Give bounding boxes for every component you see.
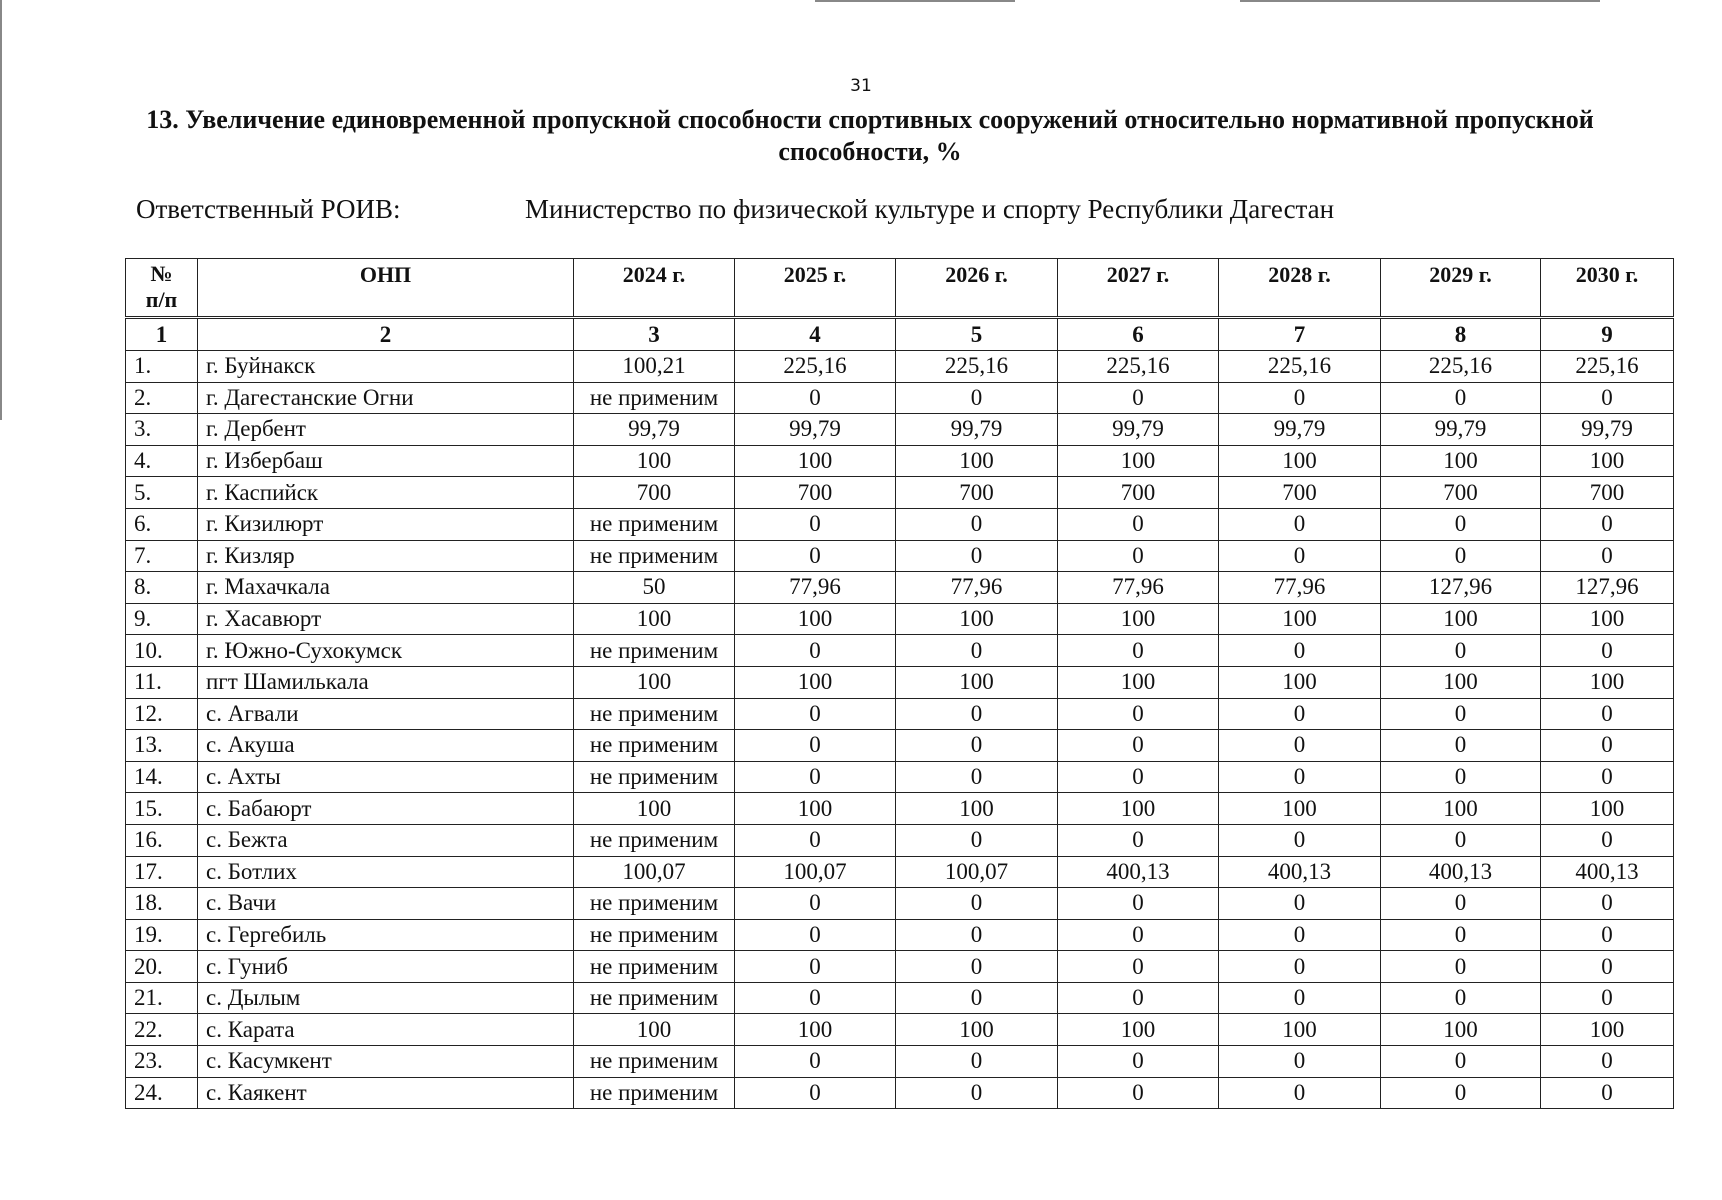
year-value: 225,16: [1219, 351, 1381, 383]
table-row: [126, 477, 1674, 509]
row-number: 7.: [126, 540, 198, 572]
year-value: 100,07: [574, 856, 735, 888]
year-value: 0: [1058, 698, 1219, 730]
year-value: 0: [1219, 761, 1381, 793]
year-value: 225,16: [1058, 351, 1219, 383]
year-value: 0: [1058, 1077, 1219, 1109]
row-number: 17.: [126, 856, 198, 888]
year-value: 700: [574, 477, 735, 509]
year-value: 100: [735, 603, 896, 635]
year-value: 100: [1058, 445, 1219, 477]
row-number: 23.: [126, 1046, 198, 1078]
year-value: 100: [574, 1014, 735, 1046]
year-value: 0: [1219, 508, 1381, 540]
year-value: 0: [1541, 761, 1674, 793]
year-value: 700: [1219, 477, 1381, 509]
table-row: [126, 761, 1674, 793]
year-value: 0: [1219, 888, 1381, 920]
settlement-name: с. Касумкент: [198, 1046, 574, 1078]
row-number: 9.: [126, 603, 198, 635]
settlement-name: с. Ботлих: [198, 856, 574, 888]
year-value: не применим: [574, 824, 735, 856]
settlement-name: с. Карата: [198, 1014, 574, 1046]
year-value: 0: [1381, 982, 1541, 1014]
column-header: 2025 г.: [735, 259, 896, 318]
year-value: 0: [1058, 982, 1219, 1014]
settlement-name: г. Хасавюрт: [198, 603, 574, 635]
row-number: 21.: [126, 982, 198, 1014]
table-row: [126, 666, 1674, 698]
year-value: 225,16: [896, 351, 1058, 383]
column-header: 2029 г.: [1381, 259, 1541, 318]
year-value: 0: [896, 951, 1058, 983]
year-value: 0: [1381, 382, 1541, 414]
year-value: 100: [1219, 603, 1381, 635]
year-value: 99,79: [1381, 414, 1541, 446]
year-value: 0: [1058, 919, 1219, 951]
column-number: 5: [896, 318, 1058, 351]
year-value: 100: [1058, 793, 1219, 825]
table-row: [126, 1077, 1674, 1109]
year-value: 100: [1381, 793, 1541, 825]
page-title: 13. Увеличение единовременной пропускной способности спортивных сооружений относительно нормативной пропускной способности, %: [146, 105, 1594, 166]
row-number: 10.: [126, 635, 198, 667]
year-value: 100: [735, 445, 896, 477]
row-number: 13.: [126, 730, 198, 762]
table-body: [126, 351, 1674, 1109]
column-header: 2026 г.: [896, 259, 1058, 318]
year-value: 400,13: [1541, 856, 1674, 888]
column-header: ОНП: [198, 259, 574, 318]
settlement-name: г. Махачкала: [198, 572, 574, 604]
year-value: 0: [735, 508, 896, 540]
year-value: 100: [1058, 603, 1219, 635]
row-number: 11.: [126, 666, 198, 698]
settlement-name: с. Акуша: [198, 730, 574, 762]
settlement-name: г. Дербент: [198, 414, 574, 446]
year-value: 127,96: [1541, 572, 1674, 604]
year-value: 0: [896, 888, 1058, 920]
year-value: 0: [1219, 382, 1381, 414]
year-value: 0: [896, 919, 1058, 951]
table-row: [126, 572, 1674, 604]
settlement-name: с. Вачи: [198, 888, 574, 920]
year-value: 0: [1381, 635, 1541, 667]
year-value: 0: [735, 888, 896, 920]
year-value: 0: [1541, 982, 1674, 1014]
column-number-row: [126, 318, 1674, 351]
column-header: 2024 г.: [574, 259, 735, 318]
year-value: 0: [735, 1046, 896, 1078]
year-value: не применим: [574, 1046, 735, 1078]
year-value: 0: [1381, 951, 1541, 983]
year-value: 0: [1381, 919, 1541, 951]
year-value: не применим: [574, 919, 735, 951]
column-header: № п/п: [126, 259, 198, 318]
year-value: 100: [1381, 445, 1541, 477]
year-value: 0: [735, 761, 896, 793]
year-value: 0: [1541, 888, 1674, 920]
column-number: 8: [1381, 318, 1541, 351]
column-number: 1: [126, 318, 198, 351]
year-value: 700: [1541, 477, 1674, 509]
year-value: 0: [1541, 1077, 1674, 1109]
year-value: 100: [735, 1014, 896, 1046]
year-value: 0: [1381, 888, 1541, 920]
year-value: 0: [1219, 1077, 1381, 1109]
year-value: 0: [735, 382, 896, 414]
year-value: 100: [1219, 445, 1381, 477]
year-value: 0: [735, 951, 896, 983]
column-number: 2: [198, 318, 574, 351]
year-value: 700: [896, 477, 1058, 509]
column-number: 3: [574, 318, 735, 351]
year-value: 0: [1381, 540, 1541, 572]
settlement-name: с. Каякент: [198, 1077, 574, 1109]
year-value: 225,16: [1381, 351, 1541, 383]
year-value: 0: [896, 698, 1058, 730]
year-value: 100,07: [896, 856, 1058, 888]
table-row: [126, 793, 1674, 825]
year-value: 99,79: [1219, 414, 1381, 446]
year-value: 100: [1541, 445, 1674, 477]
row-number: 19.: [126, 919, 198, 951]
table-row: [126, 856, 1674, 888]
year-value: 100: [1381, 1014, 1541, 1046]
year-value: 0: [1219, 698, 1381, 730]
year-value: 0: [735, 698, 896, 730]
year-value: 0: [735, 824, 896, 856]
year-value: 100: [1541, 793, 1674, 825]
settlement-name: г. Избербаш: [198, 445, 574, 477]
year-value: 100: [896, 445, 1058, 477]
table-row: [126, 888, 1674, 920]
row-number: 8.: [126, 572, 198, 604]
year-value: 0: [1219, 824, 1381, 856]
year-value: 0: [735, 1077, 896, 1109]
year-value: 400,13: [1381, 856, 1541, 888]
scan-edge-top: [815, 0, 1015, 2]
table-row: [126, 508, 1674, 540]
year-value: 0: [896, 982, 1058, 1014]
year-value: 400,13: [1219, 856, 1381, 888]
column-number: 6: [1058, 318, 1219, 351]
year-value: 100: [735, 666, 896, 698]
year-value: 0: [896, 508, 1058, 540]
year-value: 0: [896, 382, 1058, 414]
year-value: 0: [1219, 982, 1381, 1014]
year-value: 0: [1541, 635, 1674, 667]
row-number: 6.: [126, 508, 198, 540]
page-number: 31: [850, 76, 872, 96]
year-value: 99,79: [735, 414, 896, 446]
year-value: 0: [1058, 382, 1219, 414]
column-header: 2027 г.: [1058, 259, 1219, 318]
year-value: 100: [574, 445, 735, 477]
year-value: 100: [896, 793, 1058, 825]
settlement-name: г. Дагестанские Огни: [198, 382, 574, 414]
year-value: 700: [735, 477, 896, 509]
year-value: 0: [735, 730, 896, 762]
year-value: 0: [1219, 1046, 1381, 1078]
year-value: 100: [896, 666, 1058, 698]
year-value: 700: [1058, 477, 1219, 509]
year-value: 77,96: [1058, 572, 1219, 604]
year-value: 127,96: [1381, 572, 1541, 604]
year-value: 0: [896, 730, 1058, 762]
year-value: 0: [896, 1077, 1058, 1109]
year-value: 0: [1541, 919, 1674, 951]
year-value: 0: [896, 1046, 1058, 1078]
year-value: не применим: [574, 982, 735, 1014]
row-number: 5.: [126, 477, 198, 509]
table-row: [126, 414, 1674, 446]
year-value: 100: [896, 1014, 1058, 1046]
year-value: не применим: [574, 730, 735, 762]
year-value: 0: [1541, 382, 1674, 414]
year-value: 0: [896, 824, 1058, 856]
year-value: 0: [1058, 951, 1219, 983]
table-row: [126, 382, 1674, 414]
year-value: 0: [1219, 540, 1381, 572]
row-number: 20.: [126, 951, 198, 983]
year-value: 100: [574, 666, 735, 698]
table-row: [126, 1046, 1674, 1078]
year-value: 77,96: [1219, 572, 1381, 604]
year-value: 0: [735, 635, 896, 667]
year-value: 0: [1058, 540, 1219, 572]
year-value: 0: [735, 540, 896, 572]
year-value: 0: [1381, 730, 1541, 762]
year-value: 225,16: [1541, 351, 1674, 383]
row-number: 16.: [126, 824, 198, 856]
year-value: 100,07: [735, 856, 896, 888]
year-value: 0: [1381, 1077, 1541, 1109]
settlement-name: с. Гергебиль: [198, 919, 574, 951]
year-value: 100: [1219, 666, 1381, 698]
table-row: [126, 951, 1674, 983]
year-value: 50: [574, 572, 735, 604]
year-value: 77,96: [735, 572, 896, 604]
year-value: 99,79: [1058, 414, 1219, 446]
settlement-name: с. Дылым: [198, 982, 574, 1014]
year-value: 0: [896, 540, 1058, 572]
row-number: 2.: [126, 382, 198, 414]
year-value: 0: [735, 982, 896, 1014]
year-value: 99,79: [574, 414, 735, 446]
table-row: [126, 603, 1674, 635]
year-value: 0: [1381, 761, 1541, 793]
year-value: 0: [896, 761, 1058, 793]
year-value: 0: [1058, 824, 1219, 856]
year-value: 100: [1219, 793, 1381, 825]
year-value: 0: [1381, 698, 1541, 730]
row-number: 14.: [126, 761, 198, 793]
year-value: 0: [1541, 508, 1674, 540]
year-value: 99,79: [896, 414, 1058, 446]
year-value: 400,13: [1058, 856, 1219, 888]
year-value: 0: [1058, 508, 1219, 540]
table-row: [126, 1014, 1674, 1046]
year-value: 0: [1541, 824, 1674, 856]
year-value: не применим: [574, 1077, 735, 1109]
table-row: [126, 445, 1674, 477]
year-value: 0: [1541, 698, 1674, 730]
settlement-name: с. Ахты: [198, 761, 574, 793]
column-number: 7: [1219, 318, 1381, 351]
year-value: не применим: [574, 761, 735, 793]
year-value: 100: [1381, 603, 1541, 635]
year-value: 0: [1219, 635, 1381, 667]
year-value: 100: [735, 793, 896, 825]
table-row: [126, 919, 1674, 951]
table-row: [126, 730, 1674, 762]
table-row: [126, 824, 1674, 856]
year-value: 0: [1058, 888, 1219, 920]
year-value: 0: [735, 919, 896, 951]
year-value: 100: [1541, 603, 1674, 635]
year-value: 700: [1381, 477, 1541, 509]
column-number: 4: [735, 318, 896, 351]
row-number: 1.: [126, 351, 198, 383]
year-value: 0: [1058, 1046, 1219, 1078]
year-value: 0: [1058, 761, 1219, 793]
header-row: [126, 259, 1674, 318]
indicator-table: [125, 258, 1674, 1109]
year-value: 100: [1058, 1014, 1219, 1046]
year-value: 0: [1541, 951, 1674, 983]
year-value: 99,79: [1541, 414, 1674, 446]
year-value: не применим: [574, 888, 735, 920]
row-number: 15.: [126, 793, 198, 825]
column-number: 9: [1541, 318, 1674, 351]
year-value: 100: [1058, 666, 1219, 698]
year-value: не применим: [574, 508, 735, 540]
row-number: 24.: [126, 1077, 198, 1109]
scan-edge-left: [0, 0, 2, 420]
year-value: 100: [574, 793, 735, 825]
year-value: 0: [1219, 951, 1381, 983]
settlement-name: с. Агвали: [198, 698, 574, 730]
row-number: 22.: [126, 1014, 198, 1046]
year-value: 0: [1541, 540, 1674, 572]
year-value: не применим: [574, 382, 735, 414]
year-value: 0: [1541, 730, 1674, 762]
year-value: 100: [1541, 666, 1674, 698]
table-row: [126, 982, 1674, 1014]
row-number: 18.: [126, 888, 198, 920]
settlement-name: г. Кизляр: [198, 540, 574, 572]
scan-edge-top-right: [1240, 0, 1600, 2]
responsible-value: Министерство по физической культуре и спорту Республики Дагестан: [525, 194, 1335, 224]
year-value: не применим: [574, 951, 735, 983]
year-value: 0: [1058, 635, 1219, 667]
year-value: 100: [1219, 1014, 1381, 1046]
settlement-name: с. Бежта: [198, 824, 574, 856]
year-value: не применим: [574, 698, 735, 730]
year-value: 0: [1381, 824, 1541, 856]
settlement-name: г. Каспийск: [198, 477, 574, 509]
year-value: 0: [1219, 730, 1381, 762]
year-value: 100: [574, 603, 735, 635]
year-value: 77,96: [896, 572, 1058, 604]
row-number: 4.: [126, 445, 198, 477]
responsible-label: Ответственный РОИВ:: [136, 194, 401, 224]
year-value: 100: [896, 603, 1058, 635]
row-number: 3.: [126, 414, 198, 446]
year-value: 0: [1219, 919, 1381, 951]
year-value: 0: [1541, 1046, 1674, 1078]
row-number: 12.: [126, 698, 198, 730]
year-value: 225,16: [735, 351, 896, 383]
settlement-name: пгт Шамилькала: [198, 666, 574, 698]
table-row: [126, 698, 1674, 730]
settlement-name: г. Южно-Сухокумск: [198, 635, 574, 667]
year-value: 100: [1381, 666, 1541, 698]
year-value: 0: [1058, 730, 1219, 762]
settlement-name: с. Бабаюрт: [198, 793, 574, 825]
table-row: [126, 351, 1674, 383]
year-value: 100: [1541, 1014, 1674, 1046]
year-value: 0: [1381, 508, 1541, 540]
table-row: [126, 635, 1674, 667]
column-header: 2030 г.: [1541, 259, 1674, 318]
table-row: [126, 540, 1674, 572]
year-value: 0: [1381, 1046, 1541, 1078]
year-value: 100,21: [574, 351, 735, 383]
year-value: 0: [896, 635, 1058, 667]
column-header: 2028 г.: [1219, 259, 1381, 318]
settlement-name: г. Буйнакск: [198, 351, 574, 383]
settlement-name: с. Гуниб: [198, 951, 574, 983]
settlement-name: г. Кизилюрт: [198, 508, 574, 540]
year-value: не применим: [574, 635, 735, 667]
year-value: не применим: [574, 540, 735, 572]
